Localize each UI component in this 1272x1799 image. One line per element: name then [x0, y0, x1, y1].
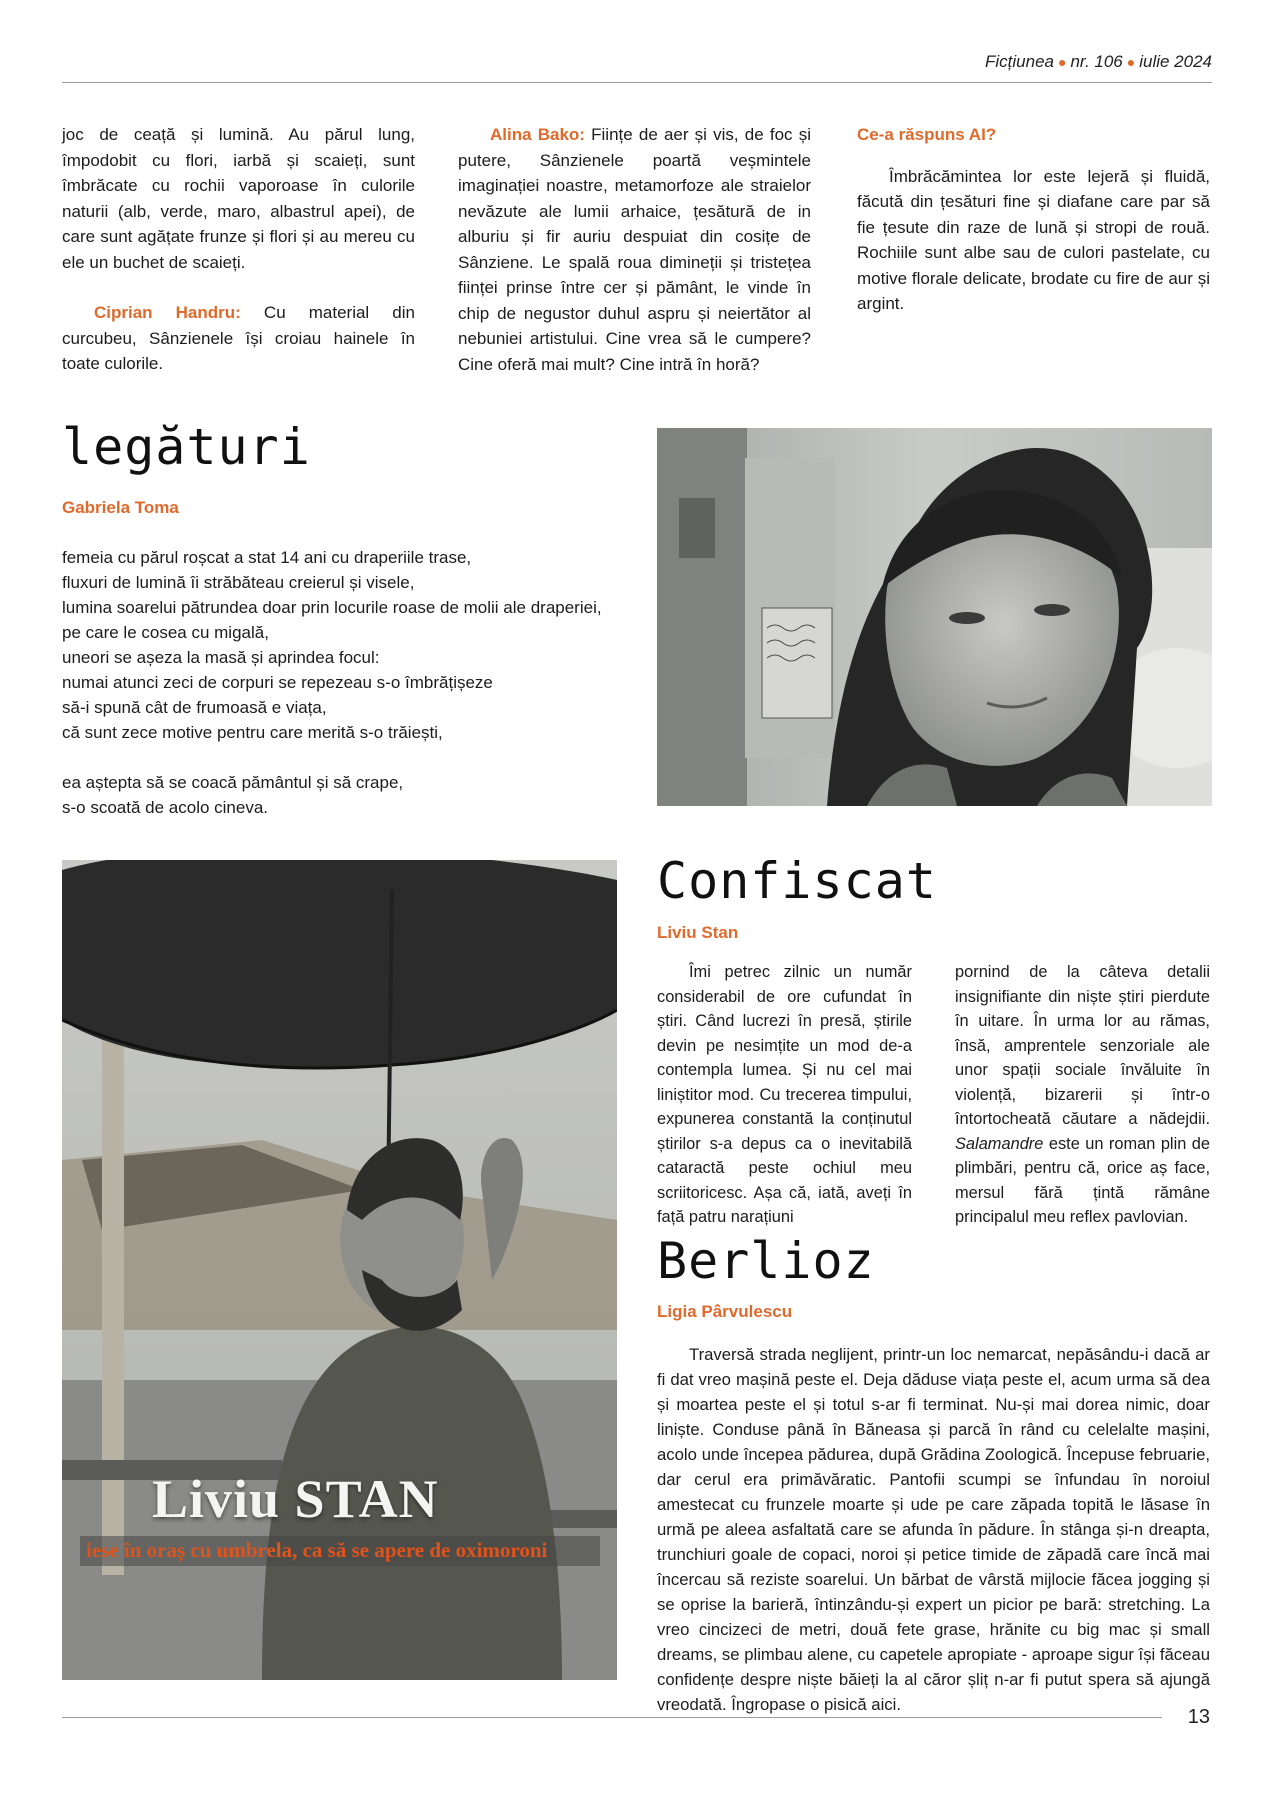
poem-line: femeia cu părul roșcat a stat 14 ani cu draperiile trase,: [62, 548, 472, 567]
poem-line: s-o scoată de acolo cineva.: [62, 798, 269, 817]
author-photo: [62, 860, 617, 1680]
column-paragraph: Traversă strada neglijent, printr-un loc nemarcat, nepăsându-i dacă ar fi dat vreo mașină peste el. Deja dăduse viața peste el, acum urma să dea și moartea peste el și totul s-ar fi terminat. Nu-și mai dorea nimic, doar liniște. Conduse până în Băneasa și parcă în rând cu celelalte mașini, acolo unde începea pădurea, după Grădina Zoologică. Începuse februarie, dar cerul era primăvăratic. Pantofii scumpi se înfundau în noroiul amestecat cu frunzele moarte și ude pe care zăpada topită le lăsase în urmă pe aleea asfaltată care se afunda în pădure. În stânga și-n dreapta, trunchiuri goale de copaci, noroi și petice timide de zăpadă care încă mai încercau să reziste soarelui. Un bărbat de vârstă mijlocie făcea jogging și se oprise la barieră, întinzându-și expert un picior pe bară: stretching. La vreo cincizeci de metri, două fete grase, hrănite cu big mac și small dreams, se plimbau alene, cu capetele apropiate - aproape sigur își făceau confidențe despre niște băieți la al căror șliț n-ar fi putut spera să ajungă vreodată. Îngropase o pisică aici.: [657, 1345, 1210, 1714]
speaker-name: Alina Bako:: [490, 125, 585, 144]
section-heading: Ce-a răspuns AI?: [857, 125, 997, 144]
book-title: Salamandre: [955, 1134, 1044, 1153]
speaker-text: Cu material din curcubeu, Sânzienele își croiau hainele în toate culorile.: [62, 303, 415, 373]
confiscat-column-1: [657, 960, 912, 1230]
column-paragraph: [62, 300, 415, 377]
overlay-caption: iese în oraș cu umbrela, ca să se apere de oximoroni: [86, 1538, 548, 1562]
column-paragraph: joc de ceață și lumină. Au părul lung, împodobit cu flori, iarbă și scaieți, sunt îmbrăcate cu rochii vaporoase în culorile naturii (alb, verde, maro, albastrul apei), de care sunt agățate frunze și flori și au mereu cu ele un buchet de scaieți.: [62, 125, 415, 272]
poem-line: uneori se așeza la masă și aprindea focul:: [62, 648, 380, 667]
speaker-text: Ființe de aer și vis, de foc și putere, Sânzienele poartă veșmintele imaginației noastre, metamorfoze ale straielor nevăzute ale lumii arhaice, țesătură de in alburiu și fir auriu despuiat din cosițe de Sânziene. Le spală roua dimineții și tristețea ființei prinse între cer și pământ, le vinde în chip de negustor duhul aspru și neiertător al nebuniei artistului. Cine vrea să le cumpere? Cine oferă mai mult? Cine intră în horă?: [458, 125, 811, 374]
poem-title: legături: [62, 418, 311, 476]
header-rule: [62, 82, 1212, 83]
speaker-name: Ciprian Handru:: [94, 303, 241, 322]
top-column-3: [857, 122, 1210, 317]
issue-date: iulie 2024: [1139, 52, 1212, 71]
poem-author: Gabriela Toma: [62, 498, 179, 517]
poem-line: pe care le cosea cu migală,: [62, 623, 269, 642]
column-paragraph: Îmbrăcămintea lor este lejeră și fluidă, făcută din țesături fine și diafane care par să fie țesute din raze de lună și stropi de rouă. Rochiile sunt albe sau de culori pastelate, cu motive florale delicate, brodate cu fire de aur și argint.: [857, 166, 1210, 313]
column-paragraph: [458, 122, 811, 377]
portrait-photo: [657, 428, 1212, 806]
issue-number: nr. 106: [1070, 52, 1123, 71]
column-paragraph: [955, 960, 1210, 1230]
footer-rule: [62, 1717, 1162, 1718]
magazine-header: [985, 52, 1212, 72]
top-column-1: [62, 122, 415, 377]
poem-body: [62, 545, 652, 820]
confiscat-column-2: [955, 960, 1210, 1230]
poem-line: fluxuri de lumină îi străbăteau creierul și visele,: [62, 573, 415, 592]
bullet-icon: ●: [1126, 54, 1136, 70]
top-column-2: [458, 122, 811, 377]
column-paragraph: Îmi petrec zilnic un număr considerabil de ore cufundat în știri. Când lucrezi în presă, știrile devin pe nesimțite un mod de-a contempla lumea. Și nu cel mai liniștitor mod. Cu trecerea timpului, expunerea constantă la conținutul știrilor s-a depus ca o inevitabilă cataractă peste ochiul meu scriitoricesc. Așa că, iată, aveți în față patru narațiuni: [657, 963, 912, 1226]
page-number: 13: [1187, 1706, 1210, 1728]
portrait-illustration: [657, 428, 1212, 806]
poem-line: că sunt zece motive pentru care merită s-o trăiești,: [62, 723, 443, 742]
section-author: Ligia Pârvulescu: [657, 1302, 793, 1321]
poem-line: să-i spună cât de frumoasă e viața,: [62, 698, 327, 717]
poem-line: numai atunci zeci de corpuri se repezeau s-o îmbrățișeze: [62, 673, 493, 692]
section-title: Berlioz: [657, 1232, 875, 1290]
text-run: pornind de la câteva detalii insignifiante din niște știri pierdute în uitare. În urma lor au rămas, însă, amprentele senzoriale ale unor spații sociale învăluite în violență, bizarerii și într-o întortocheată căutare a nădejdii.: [955, 963, 1210, 1128]
bullet-icon: ●: [1057, 54, 1067, 70]
berlioz-body: [657, 1342, 1210, 1717]
section-author: Liviu Stan: [657, 923, 739, 942]
stanza-break: [62, 745, 652, 770]
magazine-name: Ficțiunea: [985, 52, 1054, 71]
poem-line: ea aștepta să se coacă pământul și să crape,: [62, 773, 404, 792]
section-title: Confiscat: [657, 852, 937, 910]
poem-line: lumina soarelui pătrundea doar prin locurile roase de molii ale draperiei,: [62, 598, 602, 617]
text-run: este un roman plin de plimbări, pentru că, orice aș face, mersul fără țintă rămâne principalul meu reflex pavlovian.: [955, 1134, 1210, 1226]
overlay-author-name: Liviu STAN: [152, 1469, 439, 1529]
